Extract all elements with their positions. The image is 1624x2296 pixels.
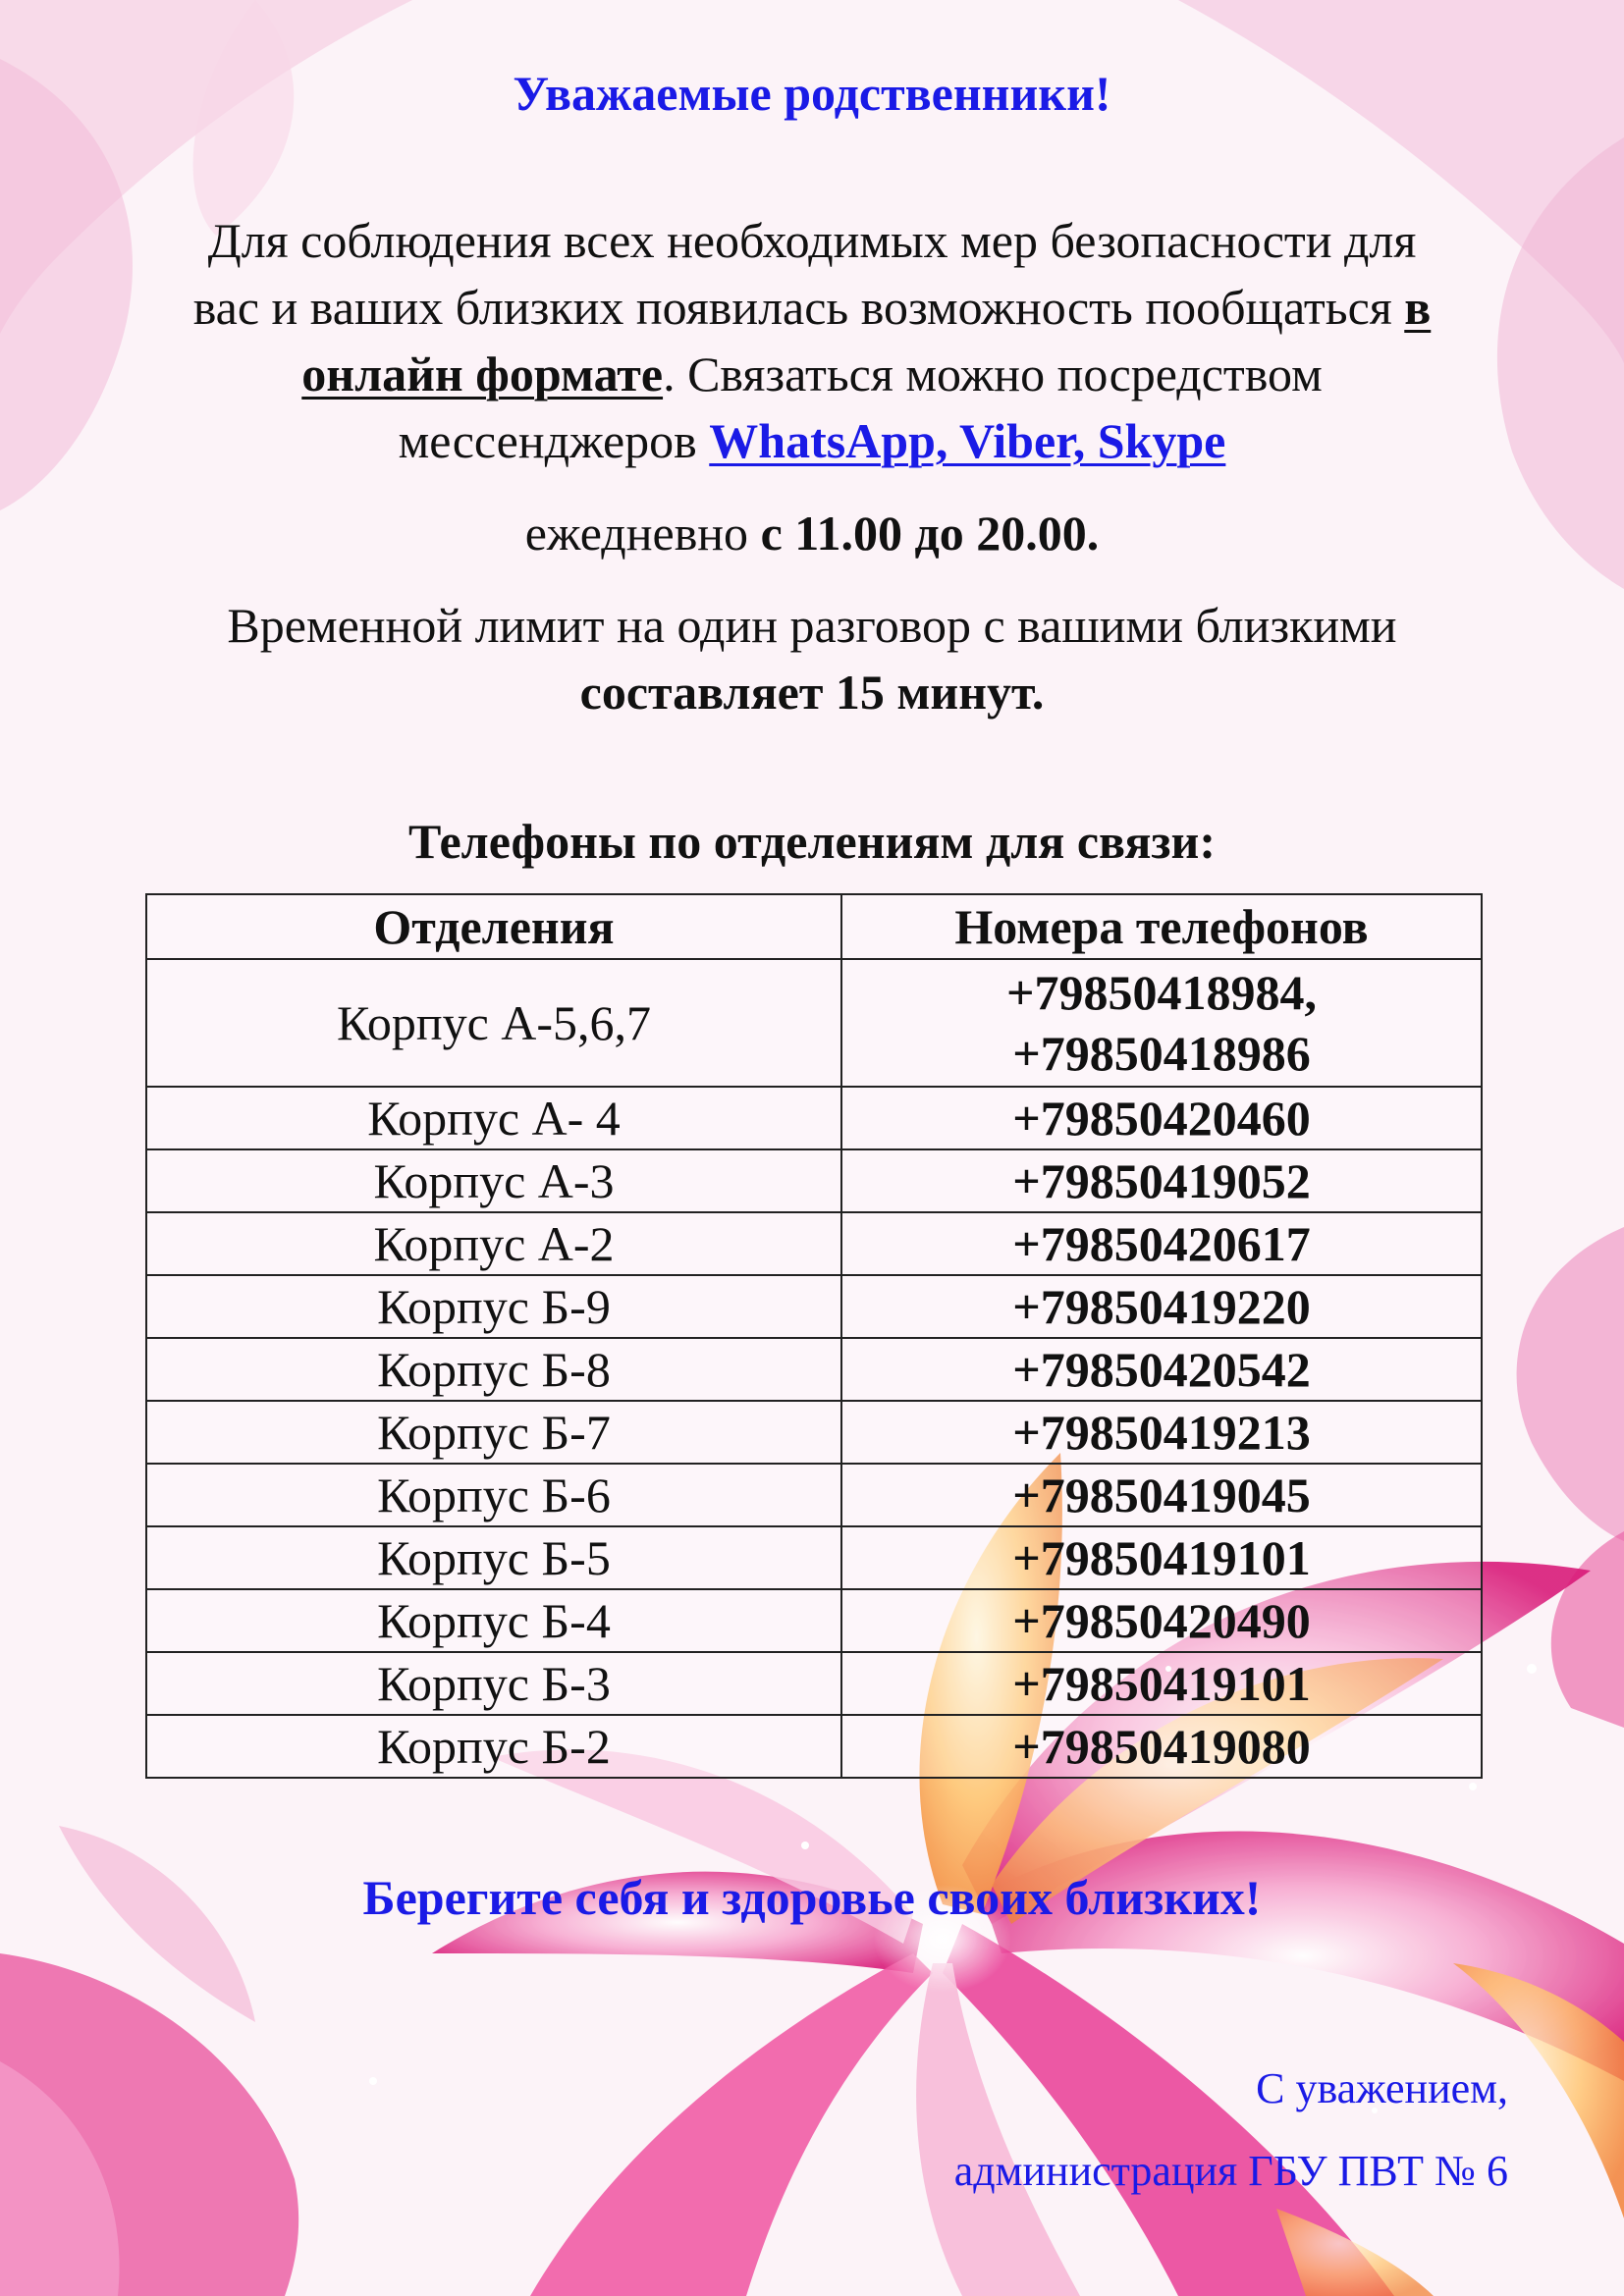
department-cell: Корпус Б-5	[146, 1526, 841, 1589]
table-row	[146, 1464, 1482, 1526]
department-cell: Корпус А-3	[146, 1149, 841, 1212]
table-row	[146, 1149, 1482, 1212]
department-cell: Корпус А-2	[146, 1212, 841, 1275]
phone-number[interactable]: +79850419101	[841, 1526, 1482, 1589]
phone-number[interactable]: +79850420490	[841, 1589, 1482, 1652]
table-row	[146, 1715, 1482, 1778]
department-cell: Корпус Б-7	[146, 1401, 841, 1464]
phone-cell	[841, 959, 1482, 1087]
signature-line-2: администрация ГБУ ПВТ № 6	[953, 2147, 1508, 2195]
phone-number[interactable]: +79850419045	[841, 1464, 1482, 1526]
phone-number[interactable]: +79850418986	[1012, 1026, 1311, 1081]
intro-line-2	[0, 275, 1624, 340]
department-cell: Корпус А-5,6,7	[146, 959, 841, 1087]
intro-line-4	[0, 408, 1624, 473]
department-cell: Корпус Б-8	[146, 1338, 841, 1401]
limit-line-1: Временной лимит на один разговор с вашими близкими	[227, 598, 1397, 653]
messengers-link[interactable]: WhatsApp, Viber, Skype	[709, 413, 1226, 468]
phone-number[interactable]: +79850419101	[841, 1652, 1482, 1715]
intro-line-3	[0, 342, 1624, 406]
table-header-row	[146, 894, 1482, 959]
table-row	[146, 959, 1482, 1087]
phone-number[interactable]: +79850419213	[841, 1401, 1482, 1464]
table-row	[146, 1275, 1482, 1338]
table-row	[146, 1589, 1482, 1652]
online-format-part-1: в	[1404, 280, 1432, 335]
table-row	[146, 1652, 1482, 1715]
phones-table	[145, 893, 1483, 1779]
closing-message: Берегите себя и здоровье своих близких!	[362, 1870, 1262, 1925]
limit-line-2: составляет 15 минут.	[579, 665, 1045, 720]
department-cell: Корпус Б-4	[146, 1589, 841, 1652]
phones-title: Телефоны по отделениям для связи:	[408, 814, 1216, 869]
table-row	[146, 1212, 1482, 1275]
department-cell: Корпус Б-3	[146, 1652, 841, 1715]
table-header-department: Отделения	[146, 894, 841, 959]
schedule-prefix: ежедневно	[524, 506, 761, 561]
table-row	[146, 1526, 1482, 1589]
phone-number[interactable]: +79850420542	[841, 1338, 1482, 1401]
table-row	[146, 1401, 1482, 1464]
phone-number[interactable]: +79850418984,	[1006, 965, 1317, 1020]
department-cell: Корпус Б-6	[146, 1464, 841, 1526]
intro-line-1: Для соблюдения всех необходимых мер безопасности для	[207, 213, 1417, 268]
table-row	[146, 1338, 1482, 1401]
schedule-line	[0, 501, 1624, 565]
department-cell: Корпус Б-9	[146, 1275, 841, 1338]
phone-number[interactable]: +79850419080	[841, 1715, 1482, 1778]
table-row	[146, 1087, 1482, 1149]
phone-number[interactable]: +79850420460	[841, 1087, 1482, 1149]
intro-line-2-text: вас и ваших близких появилась возможность пообщаться	[192, 280, 1405, 335]
schedule-hours: с 11.00 до 20.00.	[760, 506, 1100, 561]
table-header-phones: Номера телефонов	[841, 894, 1482, 959]
messengers-label: мессенджеров	[398, 413, 710, 468]
phone-number[interactable]: +79850419052	[841, 1149, 1482, 1212]
department-cell: Корпус Б-2	[146, 1715, 841, 1778]
intro-line-3-text: . Связаться можно посредством	[663, 347, 1323, 401]
phone-number[interactable]: +79850420617	[841, 1212, 1482, 1275]
page-heading: Уважаемые родственники!	[513, 66, 1111, 121]
signature-line-1: С уважением,	[1256, 2064, 1508, 2112]
department-cell: Корпус А- 4	[146, 1087, 841, 1149]
online-format-part-2: онлайн формате	[301, 347, 664, 401]
phone-number[interactable]: +79850419220	[841, 1275, 1482, 1338]
